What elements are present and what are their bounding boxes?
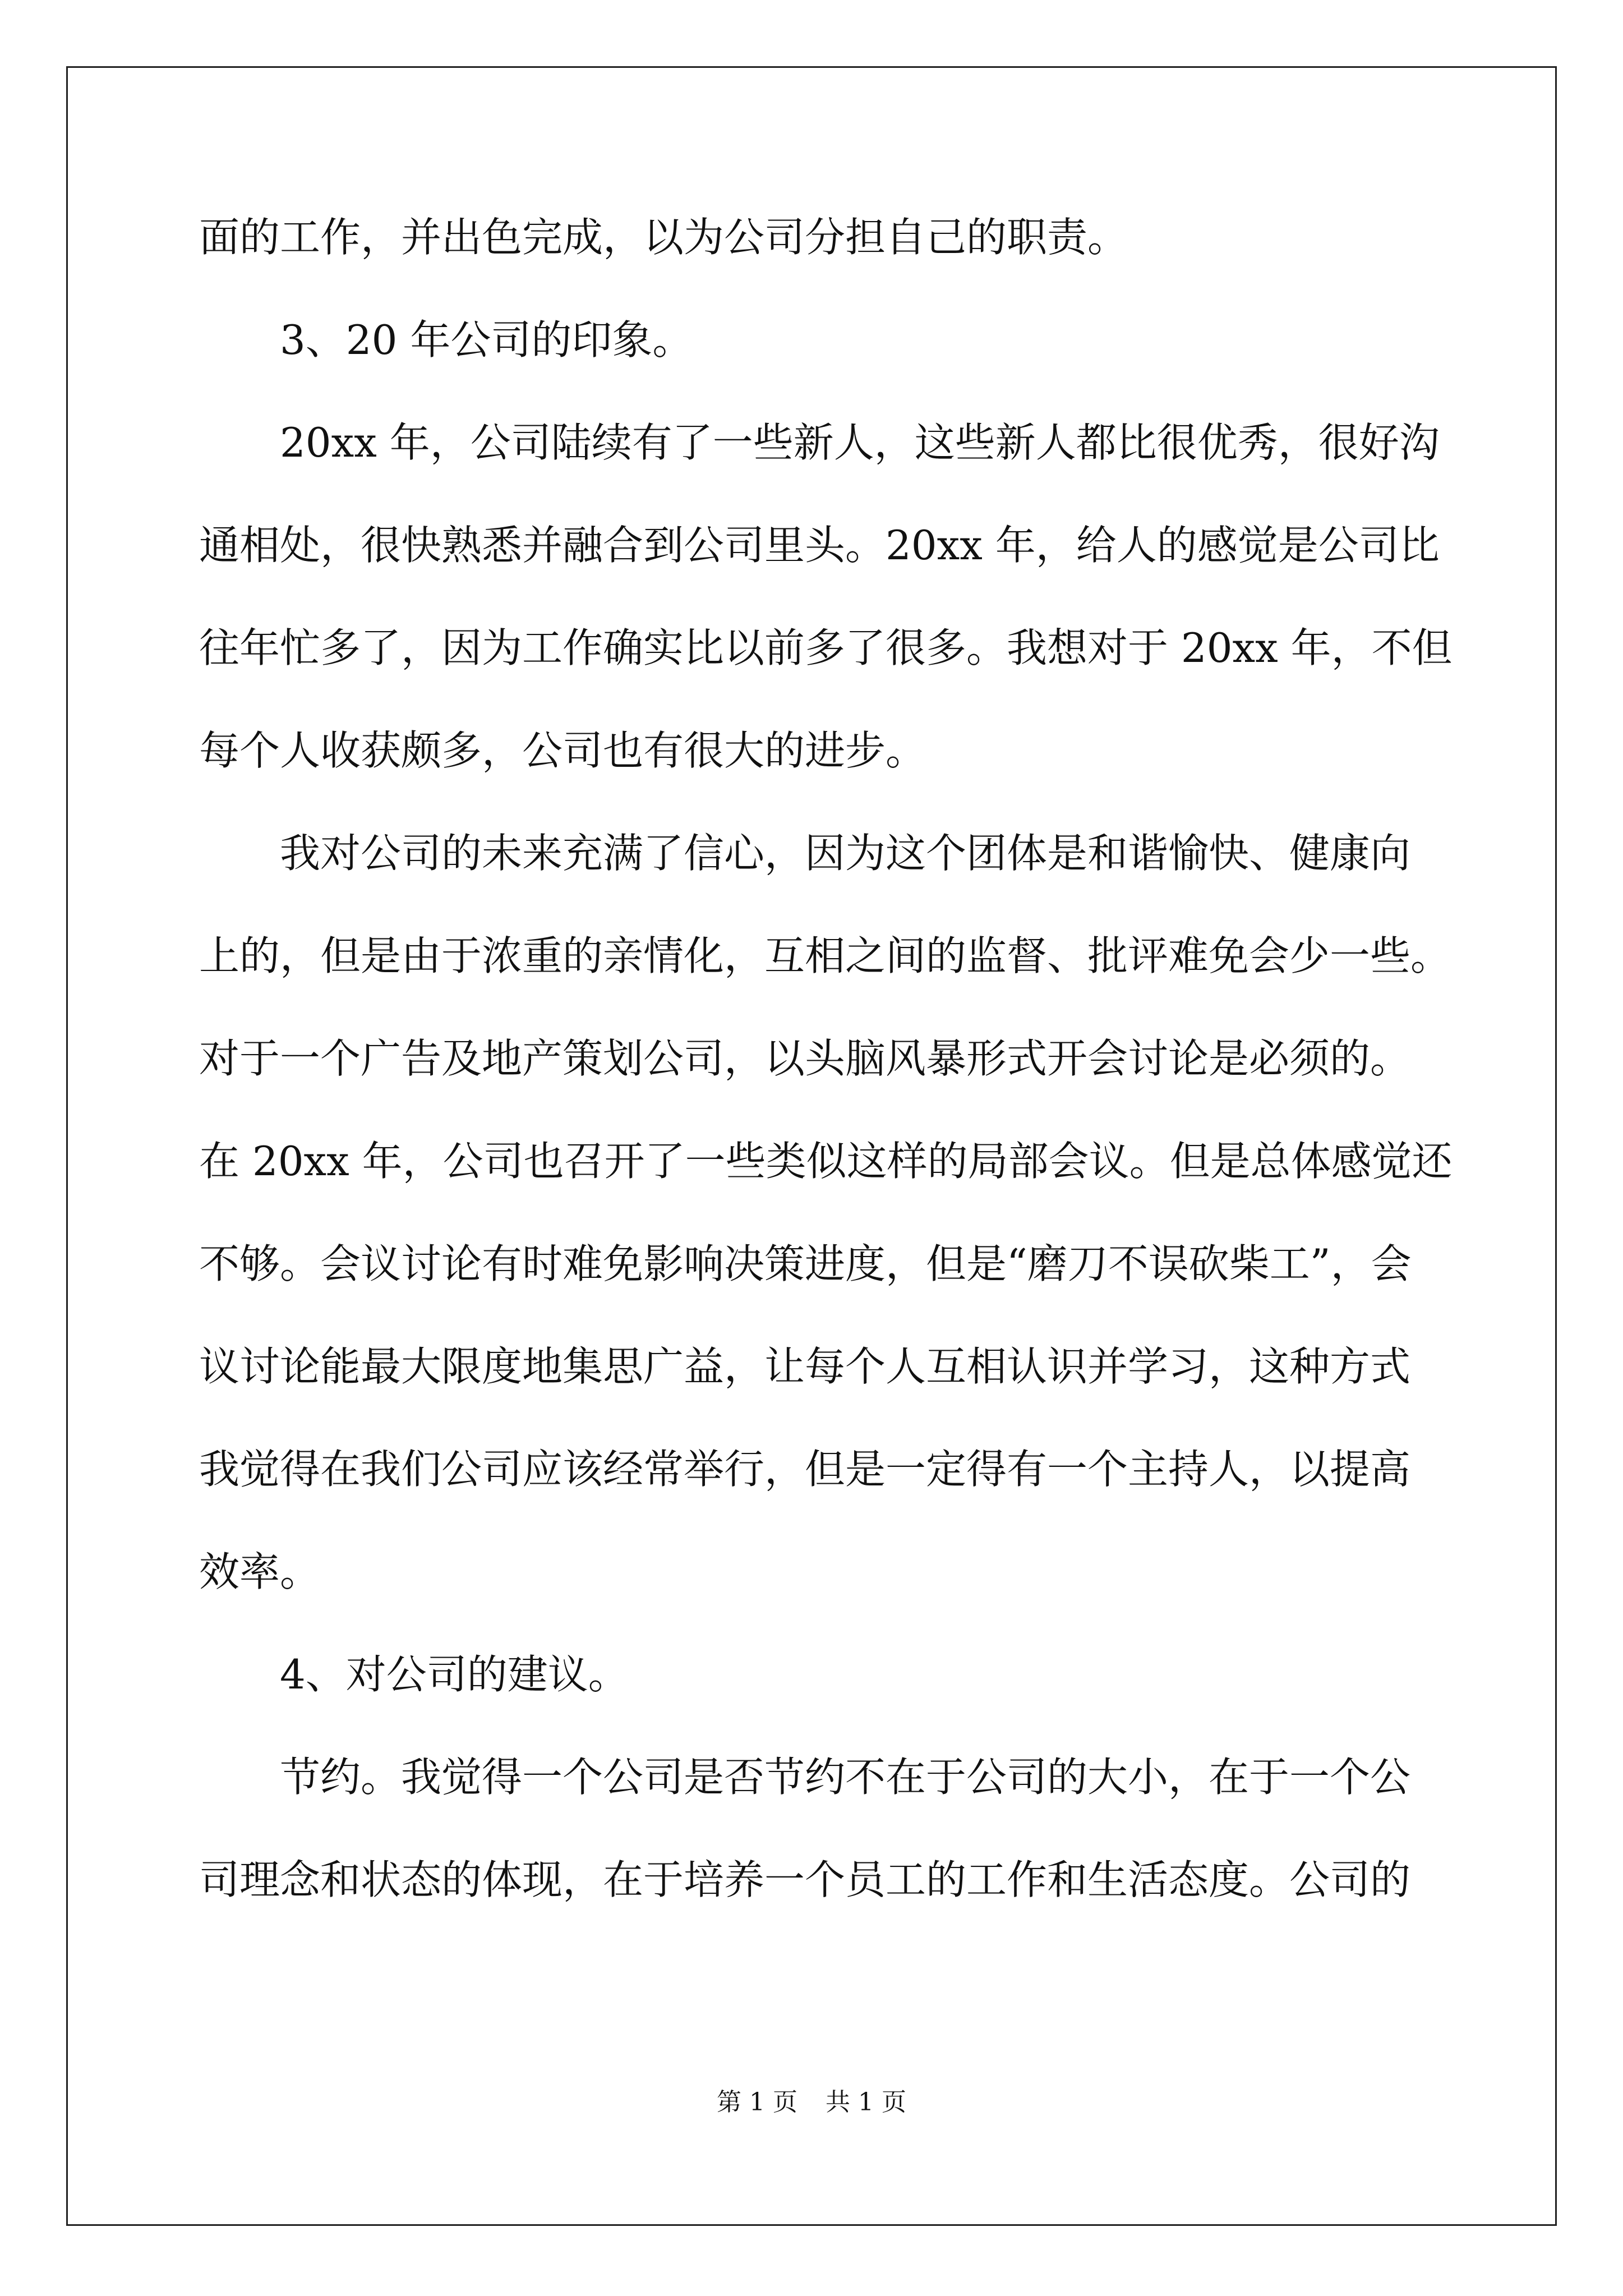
text-line: 我觉得在我们公司应该经常举行，但是一定得有一个主持人，以提高 xyxy=(199,1446,1411,1493)
text-line: 通相处，很快熟悉并融合到公司里头。20xx 年，给人的感觉是公司比 xyxy=(199,522,1440,569)
text-line: 20xx 年，公司陆续有了一些新人，这些新人都比很优秀，很好沟 xyxy=(280,419,1440,466)
text-line: 往年忙多了，因为工作确实比以前多了很多。我想对于 20xx 年，不但 xyxy=(199,624,1453,671)
text-line: 不够。会议讨论有时难免影响决策进度，但是“磨刀不误砍柴工”，会 xyxy=(199,1240,1412,1287)
section-heading: 3、20 年公司的印象。 xyxy=(280,316,693,364)
text-line: 节约。我觉得一个公司是否节约不在于公司的大小，在于一个公 xyxy=(280,1754,1411,1801)
text-line: 在 20xx 年，公司也召开了一些类似这样的局部会议。但是总体感觉还 xyxy=(199,1138,1453,1185)
text-line: 效率。 xyxy=(199,1548,321,1595)
text-line: 上的，但是由于浓重的亲情化，互相之间的监督、批评难免会少一些。 xyxy=(199,932,1451,979)
text-line: 面的工作，并出色完成，以为公司分担自己的职责。 xyxy=(199,214,1128,261)
text-line: 我对公司的未来充满了信心，因为这个团体是和谐愉快、健康向 xyxy=(280,830,1411,877)
page-number: 第 1 页 xyxy=(717,2088,797,2116)
text-line: 议讨论能最大限度地集思广益，让每个人互相认识并学习，这种方式 xyxy=(199,1343,1411,1390)
page-footer xyxy=(0,2086,1623,2119)
text-line: 每个人收获颇多，公司也有很大的进步。 xyxy=(199,727,926,774)
page-total: 共 1 页 xyxy=(826,2088,906,2116)
text-line: 司理念和状态的体现，在于培养一个员工的工作和生活态度。公司的 xyxy=(199,1856,1411,1903)
section-heading: 4、对公司的建议。 xyxy=(280,1651,629,1698)
text-line: 对于一个广告及地产策划公司，以头脑风暴形式开会讨论是必须的。 xyxy=(199,1035,1411,1082)
